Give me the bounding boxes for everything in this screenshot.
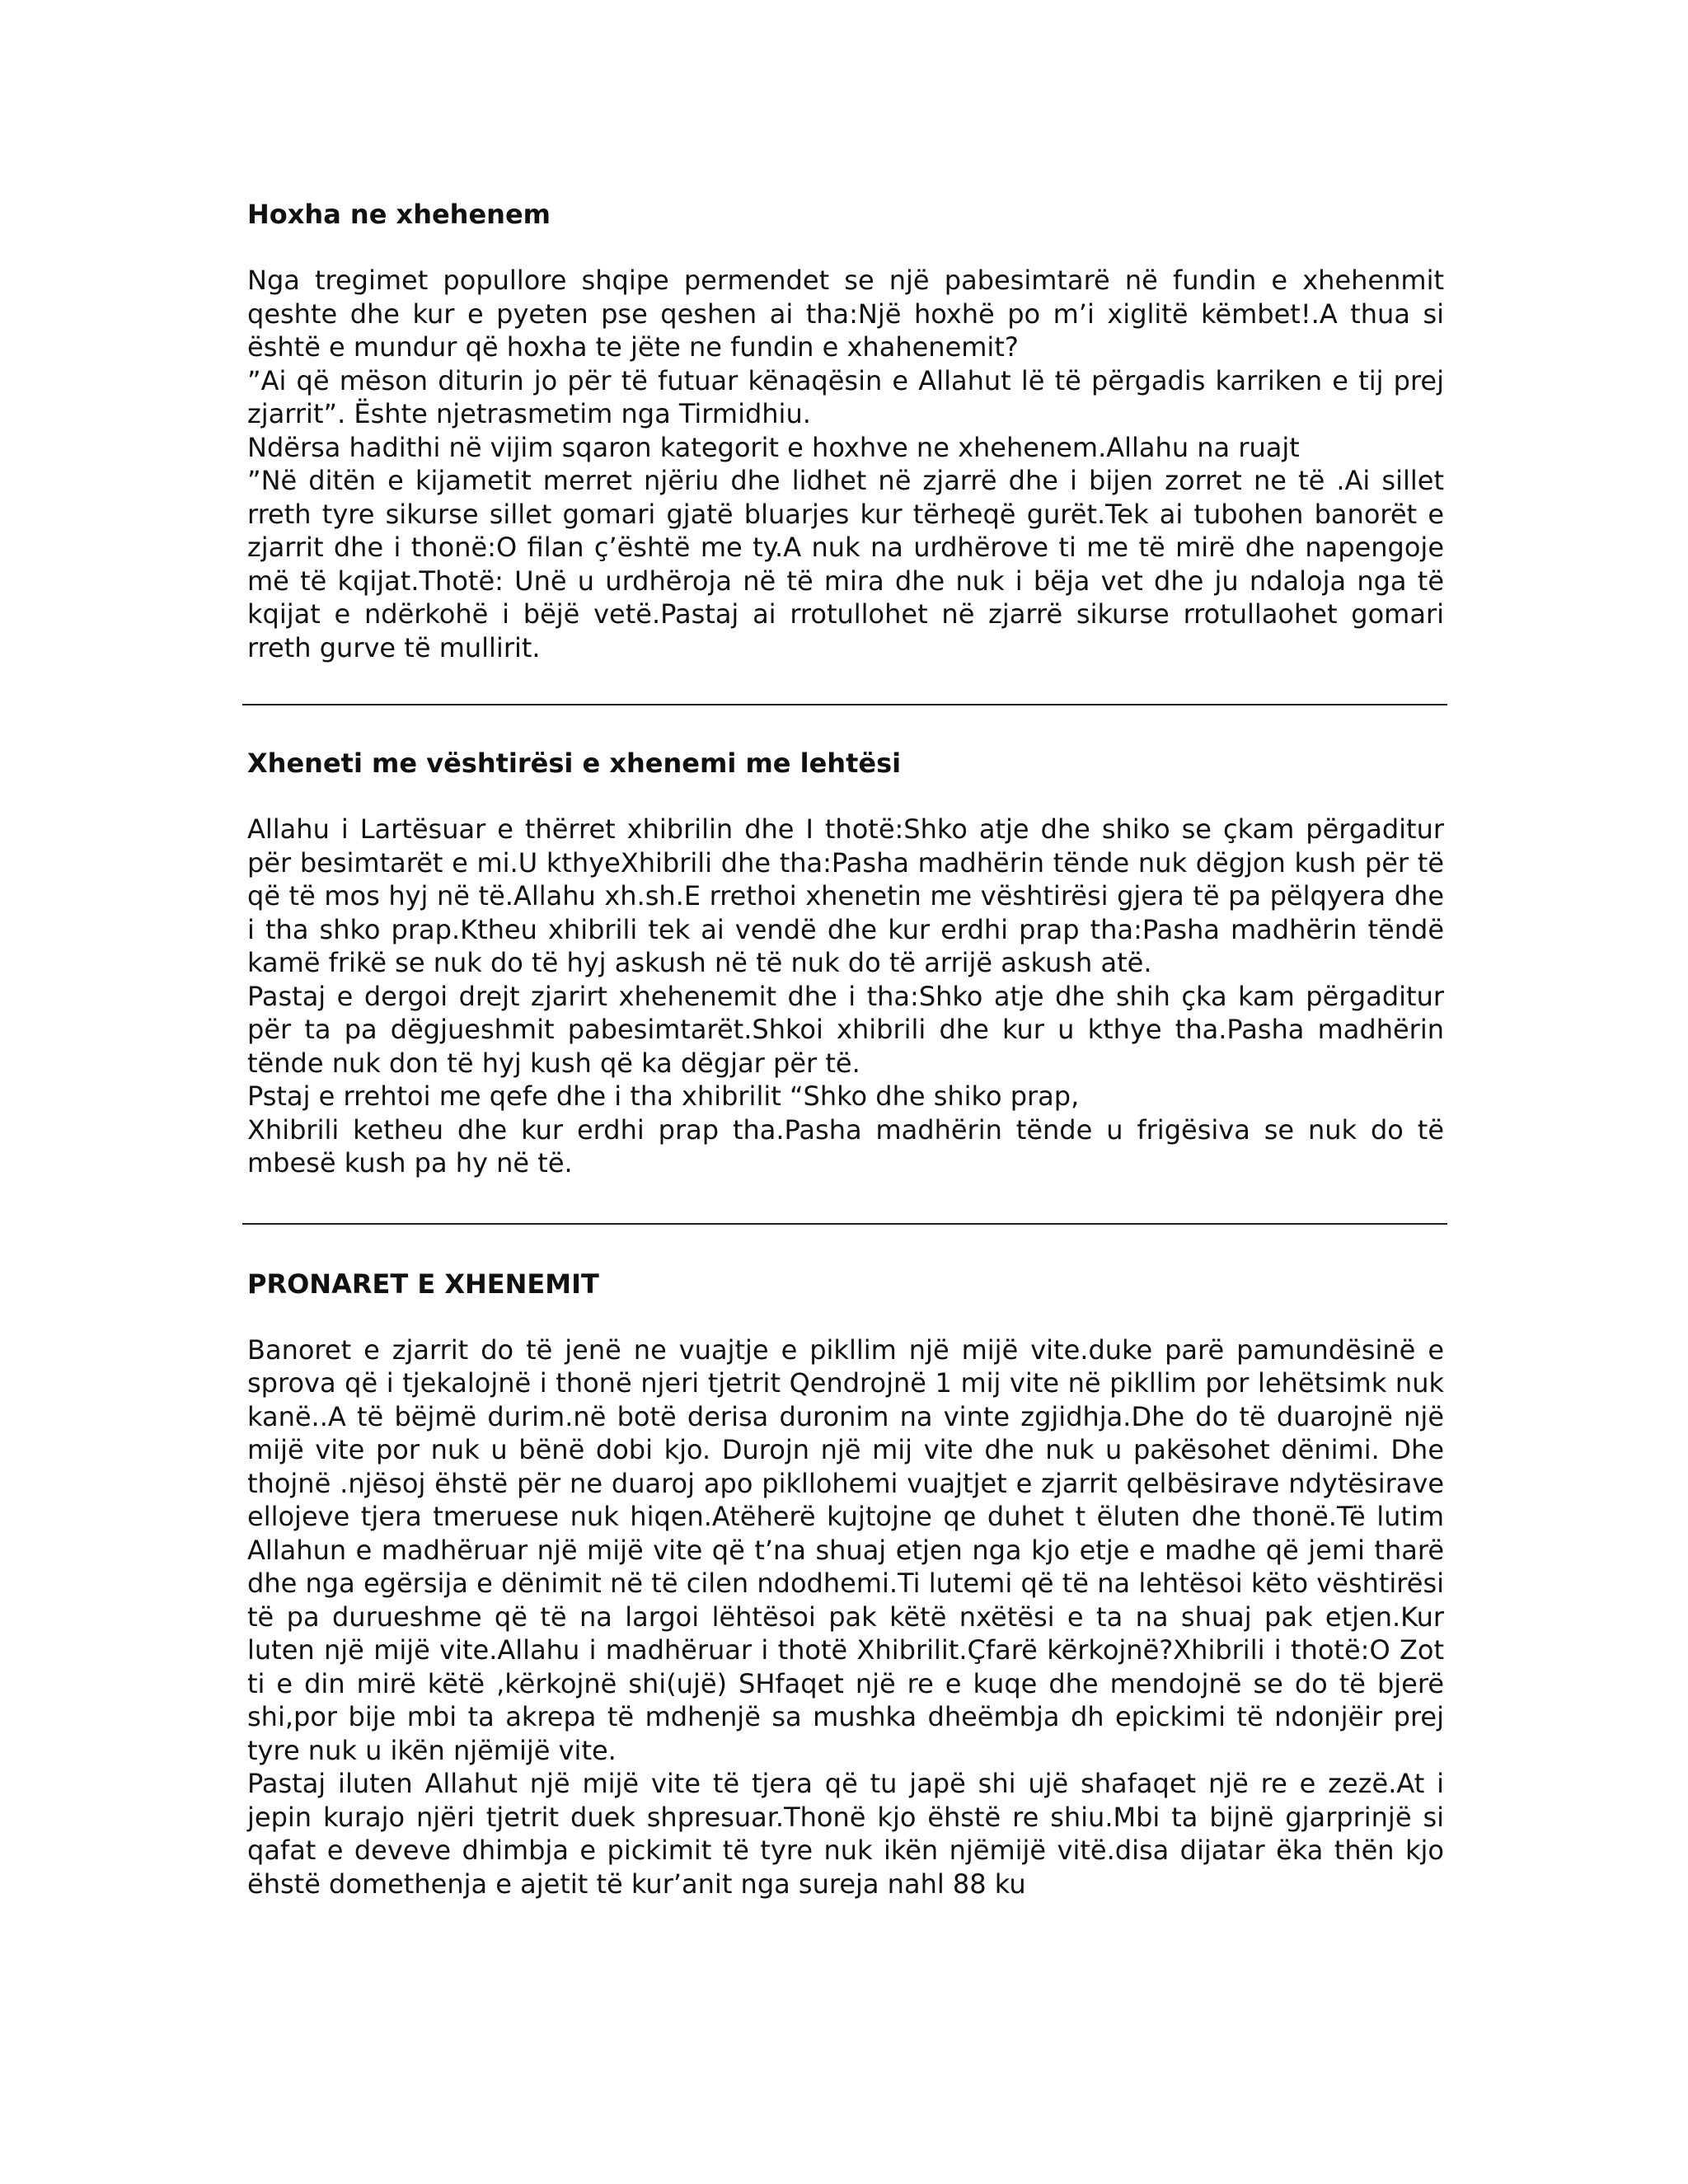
section-divider (242, 1223, 1447, 1225)
document-page (247, 198, 1444, 1900)
paragraph: Banoret e zjarrit do të jenë ne vuajtje e pikllim një mijë vite.duke parë pamundësinë e sprova që i tjekalojnë i thonë njeri tjetrit Qendrojnë 1 mij vite në pikllim por lehëtsimk nuk kanë..A të bëjmë durim.në botë derisa duronim na vinte zgjidhja.Dhe do të duarojnë një mijë vite por nuk u bënë dobi kjo. Durojn një mij vite dhe nuk u pakësohet dënimi. Dhe thojnë .njësoj ëhstë për ne duaroj apo pikllohemi vuajtjet e zjarrit qelbësirave ndytësirave ellojeve tjera tmeruese nuk hiqen.Atëherë kujtojne qe duhet t ëluten dhe thonë.Të lutim Allahun e madhëruar një mijë vite që t’na shuaj etjen nga kjo etje e madhe që jemi tharë dhe nga egërsija e dënimit në të cilen ndodhemi.Ti lutemi që të na lehtësoi këto vështirësi të pa durueshme që të na largoi lëhtësoi pak këtë nxëtësi e ta na shuaj pak etjen.Kur luten një mijë vite.Allahu i madhëruar i thotë Xhibrilit.Çfarë kërkojnë?Xhibrili i thotë:O Zot ti e din mirë këtë ,kërkojnë shi(ujë) SHfaqet një re e kuqe dhe mendojnë se do të bjerë shi,por bije mbi ta akrepa të mdhenjë sa mushka dheëmbja dh epickimi të ndonjëir prej tyre nuk u ikën njëmijë vite. (247, 1333, 1444, 1766)
section-xheneti-me-veshtiresi (247, 747, 1444, 1225)
section-divider (242, 704, 1447, 705)
paragraph: Nga tregimet popullore shqipe permendet se një pabesimtarë në fundin e xhehenmit qeshte dhe kur e pyeten pse qeshen ai tha:Një hoxhë po m’i xiglitë këmbet!.A thua si është e mundur që hoxha te jëte ne fundin e xhahenemit? (247, 265, 1444, 363)
section-title: PRONARET E XHENEMIT (247, 1268, 599, 1300)
section-title: Hoxha ne xhehenem (247, 199, 551, 230)
paragraph: Pastaj iluten Allahut një mijë vite të tjera që tu japë shi ujë shafaqet një re e zezë.At i jepin kurajo njëri tjetrit duek shpresuar.Thonë kjo ëhstë re shiu.Mbi ta bijnë gjarprinjë si qafat e deveve dhimbja e pickimit të tyre nuk ikën njëmijë vitë.disa dijatar ëka thën kjo ëhstë domethenja e ajetit të kur’anit nga sureja nahl 88 ku (247, 1768, 1444, 1900)
section-hoxha-ne-xhehenem (247, 198, 1444, 705)
section-body (247, 813, 1444, 1180)
paragraph: ”Ai që mëson diturin jo për të futuar kënaqësin e Allahut lë të përgadis karriken e tij prej zjarrit”. Ështe njetrasmetim nga Tirmidhiu. (247, 364, 1444, 429)
paragraph: ”Në ditën e kijametit merret njëriu dhe lidhet në zjarrë dhe i bijen zorret ne të .Ai sillet rreth tyre sikurse sillet gomari gjatë bluarjes kur tërheqë gurët.Tek ai tubohen banorët e zjarrit dhe i thonë:O filan ç’është me ty.A nuk na urdhërove ti me të mirë dhe napengoje më të kqijat.Thotë: Unë u urdhëroja në të mira dhe nuk i bëja vet dhe ju ndaloja nga të kqijat e ndërkohë i bëjë vetë.Pastaj ai rrotullohet në zjarrë sikurse rrotullaohet gomari rreth gurve të mullirit. (247, 465, 1444, 663)
section-body (247, 1333, 1444, 1901)
section-body (247, 264, 1444, 664)
paragraph: Pastaj e dergoi drejt zjarirt xhehenemit dhe i tha:Shko atje dhe shih çka kam përgaditur për ta pa dëgjueshmit pabesimtarët.Shkoi xhibrili dhe kur u kthye tha.Pasha madhërin tënde nuk don të hyj kush që ka dëgjar për të. (247, 980, 1444, 1079)
paragraph: Pstaj e rrehtoi me qefe dhe i tha xhibrilit “Shko dhe shiko prap, (247, 1080, 1080, 1112)
paragraph: Xhibrili ketheu dhe kur erdhi prap tha.Pasha madhërin tënde u frigësiva se nuk do të mbesë kush pa hy në të. (247, 1113, 1444, 1179)
section-title: Xheneti me vështirësi e xhenemi me lehtësi (247, 748, 902, 779)
section-pronaret-e-xhenemit (247, 1268, 1444, 1901)
paragraph: Ndërsa hadithi në vijim sqaron kategorit e hoxhve ne xhehenem.Allahu na ruajt (247, 431, 1300, 463)
paragraph: Allahu i Lartësuar e thërret xhibrilin dhe I thotë:Shko atje dhe shiko se çkam përgaditur për besimtarët e mi.U kthyeXhibrili dhe tha:Pasha madhërin tënde nuk dëgjon kush për të që të mos hyj në të.Allahu xh.sh.E rrethoi xhenetin me vështirësi gjera të pa pëlqyera dhe i tha shko prap.Ktheu xhibrili tek ai vendë dhe kur erdhi prap tha:Pasha madhërin tëndë kamë frikë se nuk do të hyj askush në të nuk do të arrijë askush atë. (247, 813, 1444, 978)
